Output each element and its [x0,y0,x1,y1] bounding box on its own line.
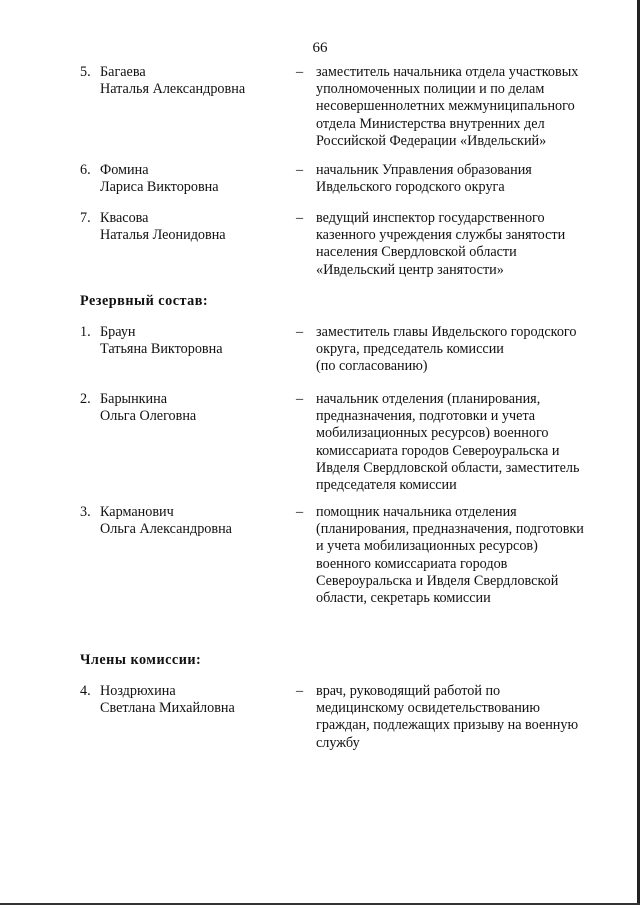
description-line: казенного учреждения службы занятости [316,227,566,244]
description-line: уполномоченных полиции и по делам [316,81,545,98]
description-line: службу [316,734,360,751]
given-names: Светлана Михайловна [100,700,235,717]
dash: – [296,210,304,226]
description-line: Российской Федерации «Ивдельский» [316,132,547,149]
given-names: Наталья Леонидовна [100,227,226,244]
person-name [100,324,280,358]
position-description [316,162,616,196]
dash: – [296,504,304,520]
description-line: заместитель главы Ивдельского городского [316,324,577,340]
given-names: Лариса Викторовна [100,179,219,196]
surname: Фомина [100,162,149,178]
description-line: Ивделя Свердловской области, заместитель [316,459,580,476]
item-number: 2. [80,391,91,407]
description-line: председателя комиссии [316,477,457,494]
surname: Карманович [100,504,174,520]
position-description [316,683,616,752]
given-names: Наталья Александровна [100,81,246,98]
section-heading-members: Члены комиссии: [80,652,202,668]
surname: Браун [100,324,136,340]
position-description [316,504,616,607]
description-line: округа, председатель комиссии [316,341,504,358]
description-line: граждан, подлежащих призыву на военную [316,717,579,734]
section-heading-reserve: Резервный состав: [80,293,209,309]
item-number: 1. [80,324,91,340]
description-line: Ивдельского городского округа [316,179,505,196]
person-name [100,391,280,425]
dash: – [296,683,304,699]
given-names: Ольга Александровна [100,521,232,538]
description-line: и учета мобилизационных ресурсов) [316,538,538,555]
position-description [316,64,616,150]
surname: Багаева [100,64,146,80]
position-description [316,210,616,279]
description-line: помощник начальника отделения [316,504,517,520]
dash: – [296,391,304,407]
description-line: населения Свердловской области [316,244,517,261]
dash: – [296,64,304,80]
person-name [100,64,280,98]
item-number: 7. [80,210,91,226]
person-name [100,210,280,244]
description-line: (по согласованию) [316,358,428,375]
dash: – [296,162,304,178]
given-names: Татьяна Викторовна [100,341,223,358]
item-number: 5. [80,64,91,80]
item-number: 6. [80,162,91,178]
description-line: комиссариата городов Североуральска и [316,442,560,459]
surname: Квасова [100,210,149,226]
description-line: отдела Министерства внутренних дел [316,115,545,132]
description-line: ведущий инспектор государственного [316,210,545,226]
position-description [316,391,616,494]
description-line: несовершеннолетних межмуниципального [316,98,575,115]
description-line: (планирования, предназначения, подготовки [316,521,584,538]
description-line: врач, руководящий работой по [316,683,501,699]
description-line: мобилизационных ресурсов) военного [316,425,549,442]
person-name [100,683,280,717]
person-name [100,162,280,196]
description-line: начальник отделения (планирования, [316,391,541,407]
position-description [316,324,616,376]
item-number: 3. [80,504,91,520]
surname: Ноздрюхина [100,683,176,699]
person-name [100,504,280,538]
page-number: 66 [312,40,328,56]
item-number: 4. [80,683,91,699]
description-line: «Ивдельский центр занятости» [316,261,504,278]
dash: – [296,324,304,340]
surname: Барынкина [100,391,168,407]
description-line: военного комиссариата городов [316,555,508,572]
given-names: Ольга Олеговна [100,408,197,425]
description-line: Североуральска и Ивделя Свердловской [316,572,559,589]
description-line: заместитель начальника отдела участковых [316,64,579,80]
description-line: предназначения, подготовки и учета [316,408,536,425]
description-line: медицинскому освидетельствованию [316,700,540,717]
description-line: начальник Управления образования [316,162,532,178]
description-line: области, секретарь комиссии [316,590,491,607]
